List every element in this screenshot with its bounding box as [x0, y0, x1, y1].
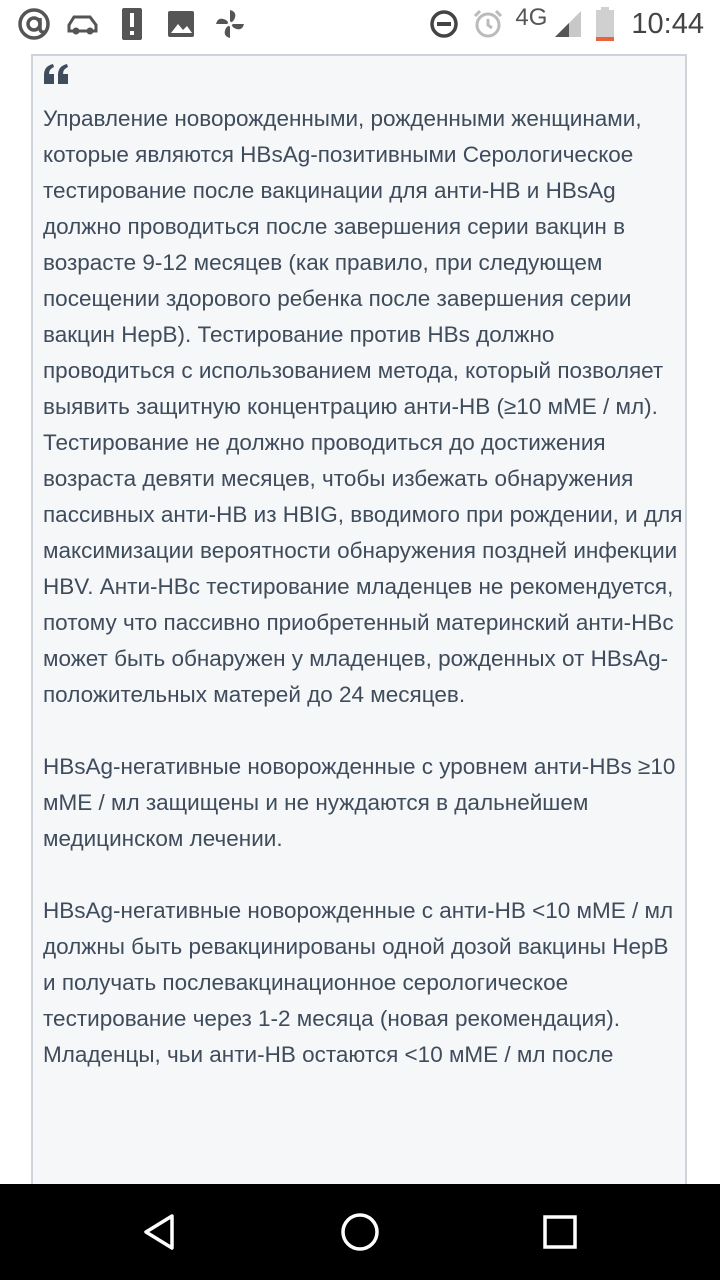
quote-paragraph: HBsAg-негативные новорожденные с анти-HB <10 мМЕ / мл должны быть ревакцинированы одной дозой вакцины HepB и получать послевакцинационное серологическое тестирование через 1-2 месяца (новая рекомендация). Младенцы, чьи анти-HB остаются <10 мМЕ / мл после	[43, 898, 674, 1067]
blockquote	[31, 54, 687, 1184]
network-type: 4G	[515, 4, 548, 31]
at-sign-icon	[14, 6, 54, 42]
quote-text	[43, 101, 683, 1109]
battery-icon	[595, 6, 615, 42]
quote-icon	[43, 62, 73, 92]
do-not-disturb-icon	[427, 6, 461, 42]
quote-paragraph: Управление новорожденными, рожденными женщинами, которые являются HBsAg-позитивными Серологическое тестирование после вакцинации для анти-HB и HBsAg должно проводиться после завершения серии вакцин в возрасте 9-12 месяцев (как правило, при следующем посещении здорового ребенка после завершения серии вакцин HepB). Тестирование против HBs должно проводиться с использованием метода, который позволяет выявить защитную концентрацию анти-HB (≥10 мМЕ / мл). Тестирование не должно проводиться до достижения возраста девяти месяцев, чтобы избежать обнаружения пассивных анти-HB из HBIG, вводимого при рождении, и для максимизации вероятности обнаружения поздней инфекции HBV. Анти-HBc тестирование младенцев не рекомендуется, потому что пассивно приобретенный материнский анти-HBc может быть обнаружен у младенцев, рожденных от HBsAg-положительных матерей до 24 месяцев.	[43, 106, 683, 707]
recents-icon[interactable]	[536, 1208, 584, 1256]
exclamation-icon	[112, 6, 152, 42]
car-icon	[63, 6, 103, 42]
navigation-bar	[0, 1184, 720, 1280]
page-content[interactable]	[0, 48, 720, 1184]
alarm-clock-icon	[471, 6, 505, 42]
signal-icon	[551, 6, 585, 42]
status-bar	[0, 0, 720, 48]
status-bar-system	[427, 0, 704, 48]
image-icon	[161, 6, 201, 42]
back-icon[interactable]	[136, 1208, 184, 1256]
quote-paragraph: HBsAg-негативные новорожденные с уровнем анти-HBs ≥10 мМЕ / мл защищены и не нуждаются в дальнейшем медицинском лечении.	[43, 754, 676, 851]
clock: 10:44	[631, 7, 704, 40]
home-icon[interactable]	[336, 1208, 384, 1256]
fan-icon	[210, 6, 250, 42]
status-bar-notifications	[14, 0, 259, 48]
